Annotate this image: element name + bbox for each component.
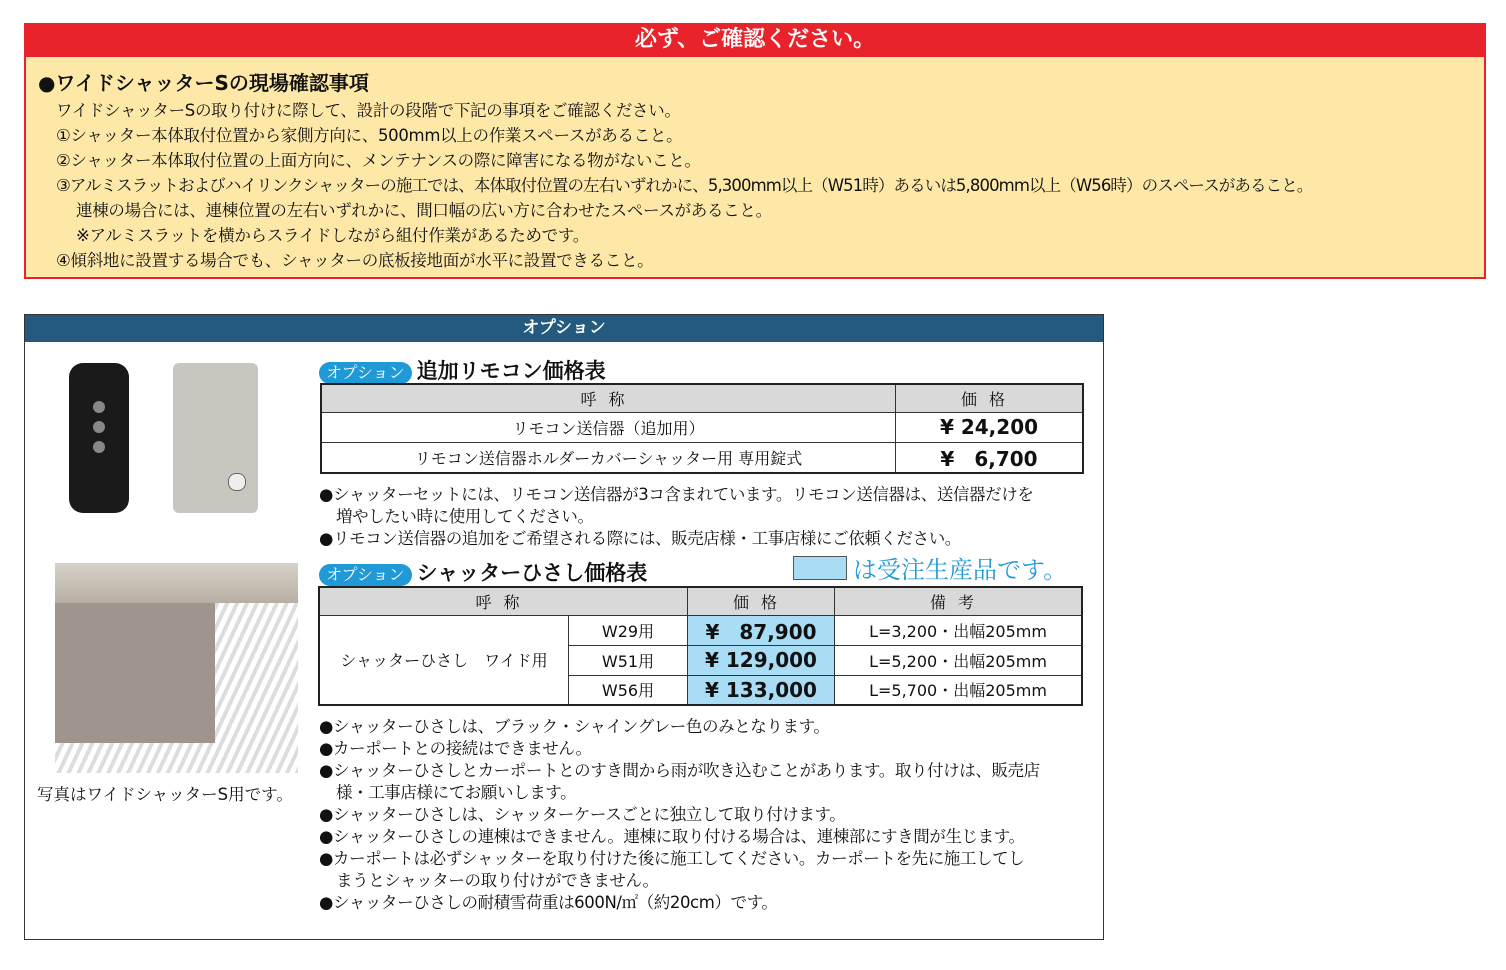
notice-banner: 必ず、ご確認ください。 bbox=[24, 23, 1486, 57]
options-panel bbox=[24, 314, 1104, 940]
made-to-order-legend: は受注生産品です。 bbox=[853, 556, 1068, 584]
options-header: オプション bbox=[25, 315, 1103, 342]
notice-line: ③アルミスラットおよびハイリンクシャッターの施工では、本体取付位置の左右いずれかに、5,300mm以上（W51時）あるいは5,800mm以上（W56時）のスペースがあること。 bbox=[56, 176, 1313, 195]
awning-note: ●シャッターひさしは、ブラック・シャイングレー色のみとなります。 bbox=[319, 717, 830, 736]
col-price: 価格 bbox=[688, 587, 835, 615]
awning-note: ●シャッターひさしの連棟はできません。連棟に取り付ける場合は、連棟部にすき間が生じます。 bbox=[319, 827, 1025, 846]
remote-note: ●リモコン送信器の追加をご希望される際には、販売店様・工事店様にご依頼ください。 bbox=[319, 529, 961, 548]
price: ¥ 133,000 bbox=[688, 675, 835, 705]
size: W56用 bbox=[569, 675, 688, 705]
notice-line: ※アルミスラットを横からスライドしながら組付作業があるためです。 bbox=[76, 226, 589, 245]
col-price: 価格 bbox=[896, 384, 1084, 412]
item-name: リモコン送信器ホルダーカバーシャッター用 専用錠式 bbox=[321, 442, 896, 473]
item-price: ¥ 24,200 bbox=[896, 412, 1084, 442]
price: ¥ 87,900 bbox=[688, 615, 835, 645]
table-row bbox=[321, 412, 1083, 442]
table-row bbox=[321, 442, 1083, 473]
awning-section-title bbox=[319, 557, 647, 587]
awning-price-table bbox=[318, 586, 1083, 706]
remote-note: ●シャッターセットには、リモコン送信器が3コ含まれています。リモコン送信器は、送信器だけを bbox=[319, 485, 1034, 504]
awning-photo bbox=[55, 563, 298, 773]
awning-note: まうとシャッターの取り付けができません。 bbox=[336, 871, 659, 890]
photo-caption: 写真はワイドシャッターS用です。 bbox=[37, 785, 293, 804]
item-name: リモコン送信器（追加用） bbox=[321, 412, 896, 442]
awning-note: ●シャッターひさしは、シャッターケースごとに独立して取り付けます。 bbox=[319, 805, 846, 824]
note: L=3,200・出幅205mm bbox=[835, 615, 1083, 645]
size: W29用 bbox=[569, 615, 688, 645]
notice-line: 連棟の場合には、連棟位置の左右いずれかに、間口幅の広い方に合わせたスペースがあること。 bbox=[76, 201, 772, 220]
made-to-order-swatch bbox=[793, 556, 847, 580]
remote-title: 追加リモコン価格表 bbox=[416, 359, 606, 383]
holder-cover-photo bbox=[173, 363, 258, 513]
remote-section-title bbox=[319, 355, 606, 385]
awning-note: ●シャッターひさしとカーポートとのすき間から雨が吹き込むことがあります。取り付けは、販売店 bbox=[319, 761, 1040, 780]
remote-price-table bbox=[320, 383, 1084, 474]
col-name: 呼称 bbox=[321, 384, 896, 412]
col-name: 呼称 bbox=[319, 587, 688, 615]
size: W51用 bbox=[569, 645, 688, 675]
awning-note: ●シャッターひさしの耐積雪荷重は600N/㎡（約20cm）です。 bbox=[319, 893, 778, 912]
option-pill: オプション bbox=[319, 564, 412, 586]
notice-heading: ●ワイドシャッターSの現場確認事項 bbox=[38, 71, 369, 95]
notice-line: ②シャッター本体取付位置の上面方向に、メンテナンスの際に障害になる物がないこと。 bbox=[56, 151, 701, 170]
remote-note: 増やしたい時に使用してください。 bbox=[336, 507, 594, 526]
awning-note: ●カーポートとの接続はできません。 bbox=[319, 739, 592, 758]
notice-line: ワイドシャッターSの取り付けに際して、設計の段階で下記の事項をご確認ください。 bbox=[56, 101, 681, 120]
item-price: ¥ 6,700 bbox=[896, 442, 1084, 473]
notice-line: ④傾斜地に設置する場合でも、シャッターの底板接地面が水平に設置できること。 bbox=[56, 251, 654, 270]
table-row bbox=[319, 615, 1082, 645]
note: L=5,700・出幅205mm bbox=[835, 675, 1083, 705]
notice-box bbox=[24, 57, 1486, 279]
price: ¥ 129,000 bbox=[688, 645, 835, 675]
note: L=5,200・出幅205mm bbox=[835, 645, 1083, 675]
awning-note: ●カーポートは必ずシャッターを取り付けた後に施工してください。カーポートを先に施工してし bbox=[319, 849, 1025, 868]
notice-line: ①シャッター本体取付位置から家側方向に、500mm以上の作業スペースがあること。 bbox=[56, 126, 683, 145]
awning-title: シャッターひさし価格表 bbox=[416, 561, 648, 585]
product-name: シャッターひさし ワイド用 bbox=[319, 615, 569, 705]
awning-note: 様・工事店様にてお願いします。 bbox=[336, 783, 577, 802]
col-note: 備考 bbox=[835, 587, 1083, 615]
option-pill: オプション bbox=[319, 362, 412, 384]
remote-photo bbox=[69, 363, 129, 513]
